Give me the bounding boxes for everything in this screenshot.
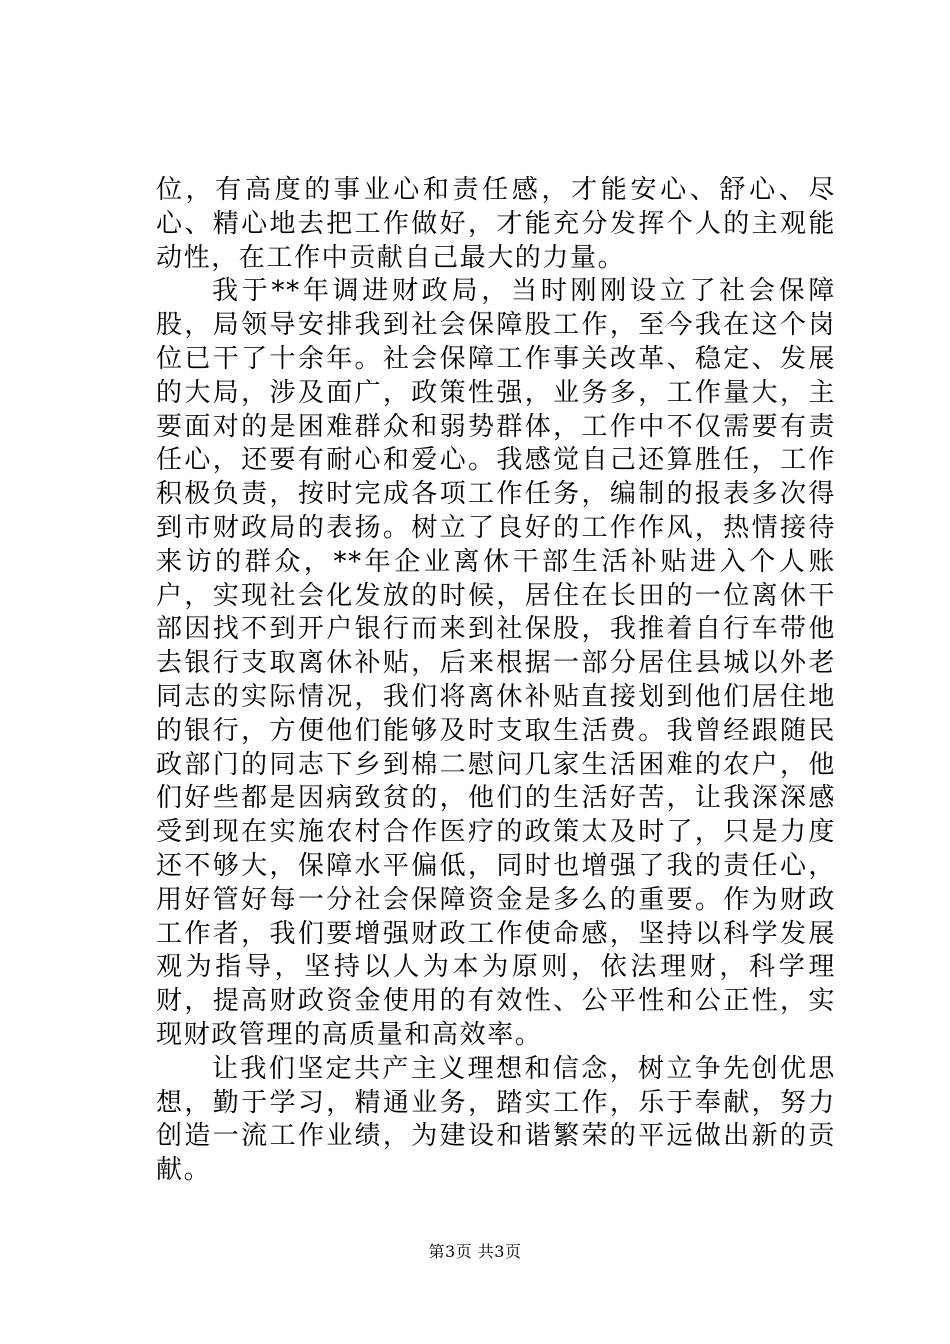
page-number-footer: 第3页 共3页 xyxy=(428,1242,522,1261)
document-body xyxy=(156,174,836,1188)
paragraph-continuation: 位，有高度的事业心和责任感，才能安心、舒心、尽心、精心地去把工作做好，才能充分发挥个人的主观能动性，在工作中贡献自己最大的力量。 xyxy=(156,175,836,273)
paragraph-work-experience: 我于**年调进财政局，当时刚刚设立了社会保障股，局领导安排我到社会保障股工作，至今我在这个岗位已干了十余年。社会保障工作事关改革、稳定、发展的大局，涉及面广，政策性强，业务多，工作量大，主要面对的是困难群众和弱势群体，工作中不仅需要有责任心，还要有耐心和爱心。我感觉自己还算胜任，工作积极负责，按时完成各项工作任务，编制的报表多次得到市财政局的表扬。树立了良好的工作作风，热情接待来访的群众，**年企业离休干部生活补贴进入个人账户，实现社会化发放的时候，居住在长田的一位离休干部因找不到开户银行而来到社保股，我推着自行车带他去银行支取离休补贴，后来根据一部分居住县城以外老同志的实际情况，我们将离休补贴直接划到他们居住地的银行，方便他们能够及时支取生活费。我曾经跟随民政部门的同志下乡到棉二慰问几家生活困难的农户，他们好些都是因病致贫的，他们的生活好苦，让我深深感受到现在实施农村合作医疗的政策太及时了，只是力度还不够大，保障水平偏低，同时也增强了我的责任心，用好管好每一分社会保障资金是多么的重要。作为财政工作者，我们要增强财政工作使命感，坚持以科学发展观为指导，坚持以人为本为原则，依法理财，科学理财，提高财政资金使用的有效性、公平性和公正性，实现财政管理的高质量和高效率。 xyxy=(156,276,836,1050)
paragraph-closing: 让我们坚定共产主义理想和信念，树立争先创优思想，勤于学习，精通业务，踏实工作，乐于奉献，努力创造一流工作业绩，为建设和谐繁荣的平远做出新的贡献。 xyxy=(156,1053,836,1186)
